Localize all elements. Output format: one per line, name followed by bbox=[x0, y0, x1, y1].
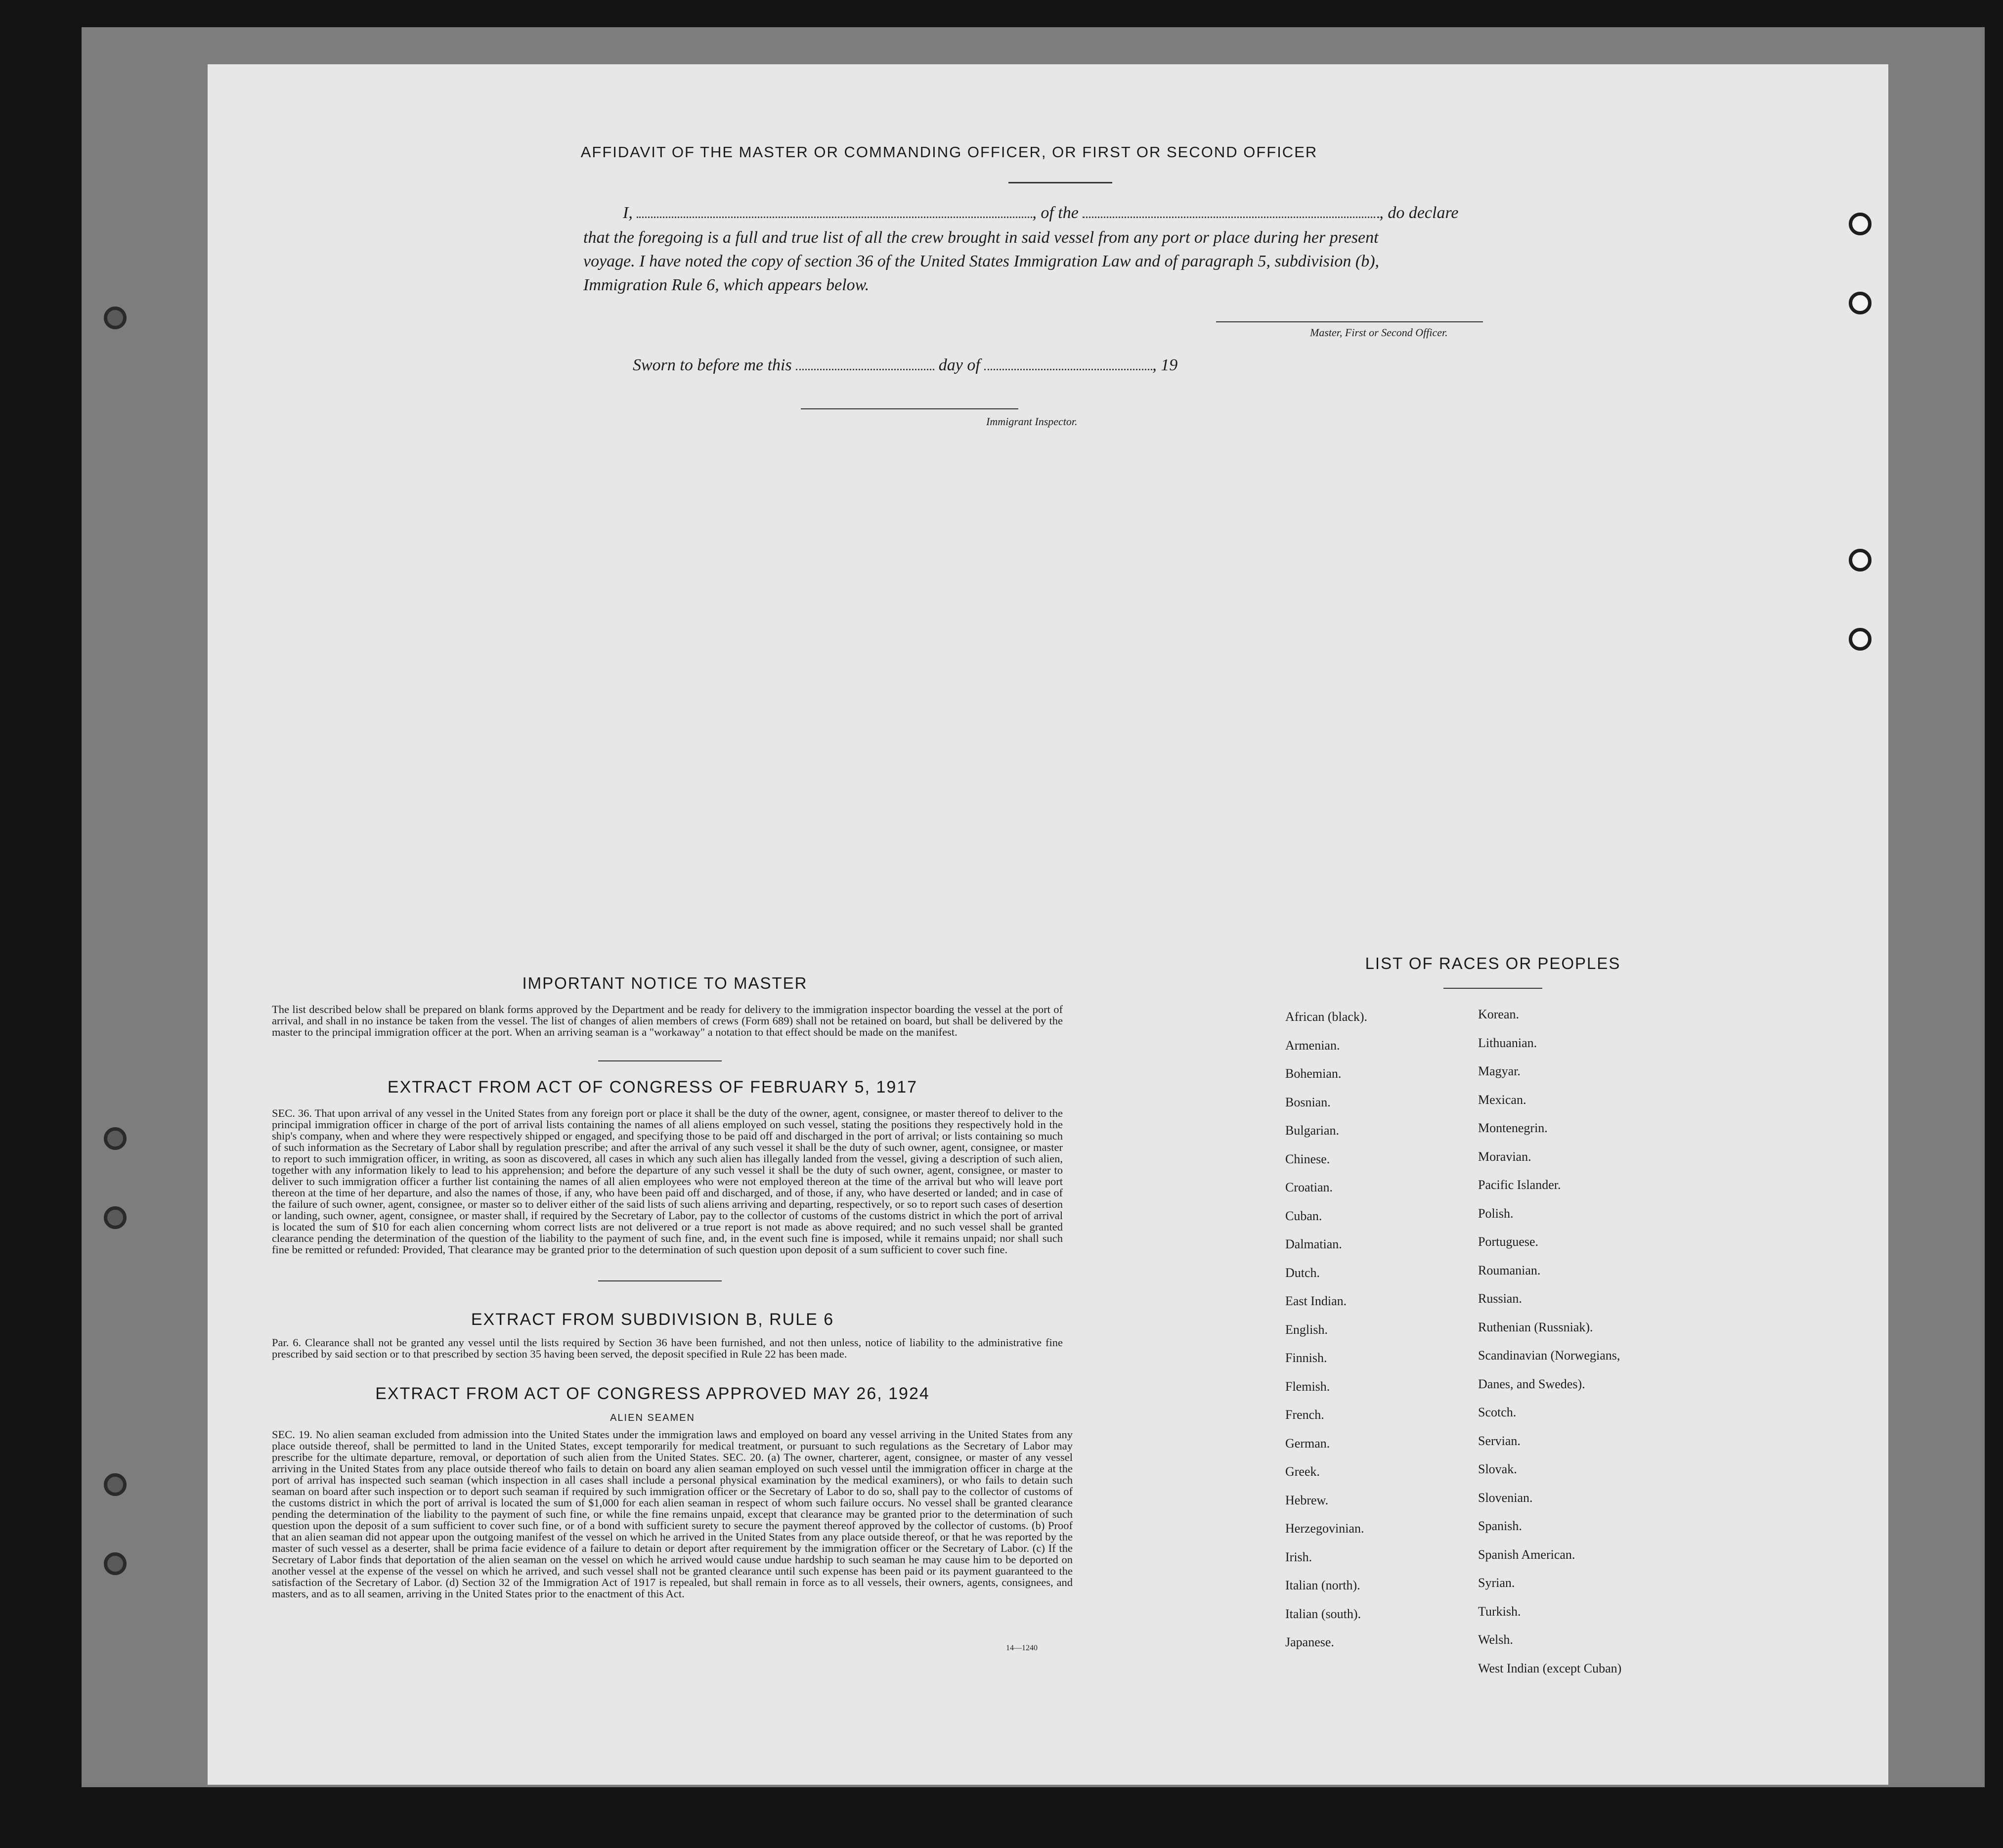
race-item: Scotch. bbox=[1478, 1405, 1517, 1419]
races-title: LIST OF RACES OR PEOPLES bbox=[1365, 954, 1621, 972]
race-item: Herzegovinian. bbox=[1285, 1521, 1364, 1536]
race-item: Moravian. bbox=[1478, 1149, 1531, 1164]
race-item: Irish. bbox=[1285, 1549, 1312, 1564]
race-item: Ruthenian (Russniak). bbox=[1478, 1320, 1593, 1334]
binder-hole bbox=[1849, 213, 1872, 235]
race-item: African (black). bbox=[1285, 1010, 1368, 1024]
notice-title: IMPORTANT NOTICE TO MASTER bbox=[522, 974, 808, 992]
race-item: Roumanian. bbox=[1478, 1263, 1541, 1277]
race-item: French. bbox=[1285, 1408, 1324, 1422]
extract-1924-text: SEC. 19. No alien seaman excluded from admission into the United States under the immigration laws and employed on board any vessel arriving in the United States from any place outside thereof, shall be permitted to land in the United States, except temporarily for medical treatment, or pursuant to such regulations as the Secretary of Labor may prescribe for the ultimate departure, removal, or deportation of such alien from the United States. SEC. 20. (a) The owner, charterer, agent, consignee, or master of any vessel arriving in the United States from any place outside thereof who fails to detain on board any alien seaman employed on such vessel until the immigration officer in charge at the port of arrival has inspected such seaman (which inspection in all cases shall include a personal physical examination by the medical examiners), or who fails to detain such seaman on board after such inspection or to deport such seaman if required by such immigration officer or the Secretary of Labor to do so, shall pay to the collector of customs of the customs district in which the port of arrival is located the sum of $1,000 for each alien seaman in respect of whom such failure occurs. No vessel shall be granted clearance pending the determination of the liability to the payment of such fine, or while the fine remains unpaid, except that clearance may be granted prior to the determination of such question upon the deposit of a sum sufficient to cover such fine, or of a bond with sufficient surety to secure the payment thereof approved by the collector of customs. (b) Proof that an alien seaman did not appear upon the outgoing manifest of the vessel on which he arrived in the United States from any place outside thereof, or that he was reported by the master of such vessel as a deserter, shall be prima facie evidence of a failure to detain or deport after requirement by the immigration officer or the Secretary of Labor. (c) If the Secretary of Labor finds that deportation of the alien seaman on the vessel on which he arrived would cause undue hardship to such seaman he may cause him to be deported on another vessel at the expense of the vessel on which he arrived, and such vessel shall not be granted clearance until such expense has been paid or its payment guaranteed to the satisfaction of the Secretary of Labor. (d) Section 32 of the Immigration Act of 1917 is repealed, but shall remain in force as to all vessels, their owners, agents, consignees, and masters, and as to all seamen, arriving in the United States prior to the enactment of this Act. bbox=[272, 1428, 1073, 1600]
race-item: Turkish. bbox=[1478, 1604, 1521, 1619]
race-item: Scandinavian (Norwegians, bbox=[1478, 1348, 1620, 1363]
race-item: West Indian (except Cuban) bbox=[1478, 1661, 1622, 1675]
race-item: Dalmatian. bbox=[1285, 1237, 1342, 1251]
race-item: Spanish. bbox=[1478, 1519, 1522, 1533]
race-item: Armenian. bbox=[1285, 1038, 1340, 1053]
declaration-line-2: that the foregoing is a full and true list of all the crew brought in said vessel from any port or place during her present bbox=[583, 228, 1379, 247]
binder-hole bbox=[1849, 549, 1872, 572]
race-item: Cuban. bbox=[1285, 1208, 1322, 1223]
race-item: Italian (south). bbox=[1285, 1606, 1361, 1621]
race-item: Danes, and Swedes). bbox=[1478, 1376, 1585, 1391]
alien-seamen-subtitle: ALIEN SEAMEN bbox=[610, 1412, 695, 1423]
races-right-column bbox=[1478, 1000, 1621, 1682]
affidavit-title: AFFIDAVIT OF THE MASTER OR COMMANDING OFFICER, OR FIRST OR SECOND OFFICER bbox=[580, 143, 1318, 161]
declare-label: , do declare bbox=[1379, 204, 1459, 222]
extract-rule6-text: Par. 6. Clearance shall not be granted any vessel until the lists required by Section 36 have been furnished, and not then unless, notice of liability to the administrative fine prescribed by said section or to that prescribed by section 35 having been served, the deposit specified in Rule 22 has been made. bbox=[272, 1336, 1063, 1360]
race-item: Bosnian. bbox=[1285, 1095, 1331, 1109]
day-of-label: day of bbox=[938, 356, 980, 374]
declaration-line-1 bbox=[623, 204, 1459, 222]
race-item: Bulgarian. bbox=[1285, 1123, 1340, 1138]
race-item: Finnish. bbox=[1285, 1351, 1327, 1365]
inspector-signature-line[interactable] bbox=[801, 408, 1018, 409]
officer-name-blank[interactable] bbox=[637, 217, 1032, 218]
i-label: I, bbox=[623, 204, 633, 222]
sworn-month-blank[interactable] bbox=[984, 369, 1152, 370]
divider bbox=[598, 1060, 722, 1061]
divider bbox=[598, 1280, 722, 1281]
race-item: Dutch. bbox=[1285, 1265, 1320, 1280]
sworn-label: Sworn to before me this bbox=[633, 356, 792, 374]
race-item: Chinese. bbox=[1285, 1151, 1330, 1166]
race-item: Syrian. bbox=[1478, 1576, 1515, 1590]
race-item: Pacific Islander. bbox=[1478, 1178, 1561, 1192]
declaration-line-4: Immigration Rule 6, which appears below. bbox=[583, 276, 870, 294]
race-item: Slovak. bbox=[1478, 1462, 1517, 1476]
divider bbox=[1443, 988, 1542, 989]
extract-1917-text: SEC. 36. That upon arrival of any vessel in the United States from any foreign port or place it shall be the duty of the owner, agent, consignee, or master thereof to deliver to the principal immigration officer in charge of the port of arrival lists containing the names of all aliens employed on such vessel, stating the positions they respectively hold in the ship's company, when and where they were respectively shipped or engaged, and specifying those to be paid off and discharged in the port of arrival; or lists containing so much of such information as the Secretary of Labor shall by regulation prescribe; and after the arrival of any such vessel it shall be the duty of such owner, agent, consignee, or master to report to such immigration officer, in writing, as soon as discovered, all cases in which any such alien has illegally landed from the vessel, giving a description of such alien, together with any information likely to lead to his apprehension; and before the departure of any such vessel it shall be the duty of such owner, agent, consignee, or master to deliver to such immigration officer a further list containing the names of all alien employees who were not employed thereon at the time of the arrival but who will leave port thereon at the time of her departure, and also the names of those, if any, who have been paid off and discharged, and of those, if any, who have deserted or landed; and in case of the failure of such owner, agent, consignee, or master so to deliver either of the said lists of such aliens arriving and departing, respectively, or so to report such cases of desertion or landing, such owner, agent, consignee, or master shall, if required by the Secretary of Labor, pay to the collector of customs of the customs district in which the port of arrival is located the sum of $10 for each alien concerning whom correct lists are not delivered or a true report is not made as above required; and no such vessel shall be granted clearance pending the determination of the question of the liability to the payment of such fine, and, in the event such fine is imposed, while it remains unpaid; nor shall such fine be remitted or refunded: Provided, That clearance may be granted prior to the determination of such question upon deposit of a sum sufficient to cover such fine. bbox=[272, 1107, 1063, 1256]
race-item: German. bbox=[1285, 1436, 1330, 1451]
race-item: English. bbox=[1285, 1322, 1328, 1337]
race-item: Mexican. bbox=[1478, 1092, 1526, 1107]
race-item: Welsh. bbox=[1478, 1632, 1513, 1647]
binder-hole bbox=[104, 1552, 127, 1575]
race-item: Spanish American. bbox=[1478, 1547, 1575, 1562]
declaration-line-3: voyage. I have noted the copy of section 36 of the United States Immigration Law and of paragraph 5, subdivision (b), bbox=[583, 252, 1380, 270]
binder-hole bbox=[1849, 292, 1872, 314]
race-item: Greek. bbox=[1285, 1464, 1320, 1479]
binder-hole bbox=[104, 1127, 127, 1150]
race-item: Hebrew. bbox=[1285, 1493, 1329, 1507]
notice-text: The list described below shall be prepared on blank forms approved by the Department and be ready for delivery to the immigration inspector boarding the vessel at the port of arrival, and shall in no instance be taken from the vessel. The list of changes of alien members of crews (Form 689) shall not be retained on board, but shall be delivered by the master to the principal immigration officer at the port. When an arriving seaman is a "workaway" a notation to that effect should be made on the manifest. bbox=[272, 1003, 1063, 1038]
year-label: , 19 bbox=[1152, 356, 1178, 374]
of-the-label: , of the bbox=[1032, 204, 1079, 222]
form-number: 14—1240 bbox=[1006, 1644, 1038, 1652]
race-item: Polish. bbox=[1478, 1206, 1514, 1221]
race-item: Servian. bbox=[1478, 1433, 1521, 1448]
race-item: Portuguese. bbox=[1478, 1234, 1539, 1249]
extract-1924-title: EXTRACT FROM ACT OF CONGRESS APPROVED MAY 26, 1924 bbox=[375, 1384, 930, 1403]
race-item: Montenegrin. bbox=[1478, 1121, 1548, 1135]
race-item: Magyar. bbox=[1478, 1064, 1521, 1078]
binder-hole bbox=[104, 307, 127, 329]
master-signature-line[interactable] bbox=[1216, 321, 1483, 322]
vessel-name-blank[interactable] bbox=[1083, 217, 1379, 218]
race-item: Slovenian. bbox=[1478, 1490, 1533, 1505]
race-item: Italian (north). bbox=[1285, 1578, 1360, 1592]
races-left-column bbox=[1285, 1003, 1367, 1657]
race-item: East Indian. bbox=[1285, 1294, 1347, 1308]
extract-1917-title: EXTRACT FROM ACT OF CONGRESS OF FEBRUARY 5, 1917 bbox=[387, 1078, 918, 1097]
extract-rule6-title: EXTRACT FROM SUBDIVISION B, RULE 6 bbox=[471, 1310, 834, 1329]
binder-hole bbox=[1849, 628, 1872, 651]
inspector-label: Immigrant Inspector. bbox=[986, 415, 1078, 428]
manifest-page bbox=[208, 64, 1888, 1785]
race-item: Japanese. bbox=[1285, 1635, 1334, 1649]
master-label: Master, First or Second Officer. bbox=[1310, 326, 1448, 339]
race-item: Korean. bbox=[1478, 1007, 1520, 1021]
sworn-day-blank[interactable] bbox=[796, 369, 934, 370]
binder-hole bbox=[104, 1206, 127, 1229]
race-item: Russian. bbox=[1478, 1291, 1522, 1306]
race-item: Bohemian. bbox=[1285, 1066, 1342, 1081]
sworn-line bbox=[633, 356, 1177, 375]
race-item: Lithuanian. bbox=[1478, 1035, 1537, 1050]
divider bbox=[1008, 182, 1112, 183]
binder-hole bbox=[104, 1473, 127, 1496]
race-item: Croatian. bbox=[1285, 1180, 1333, 1194]
race-item: Flemish. bbox=[1285, 1379, 1330, 1394]
